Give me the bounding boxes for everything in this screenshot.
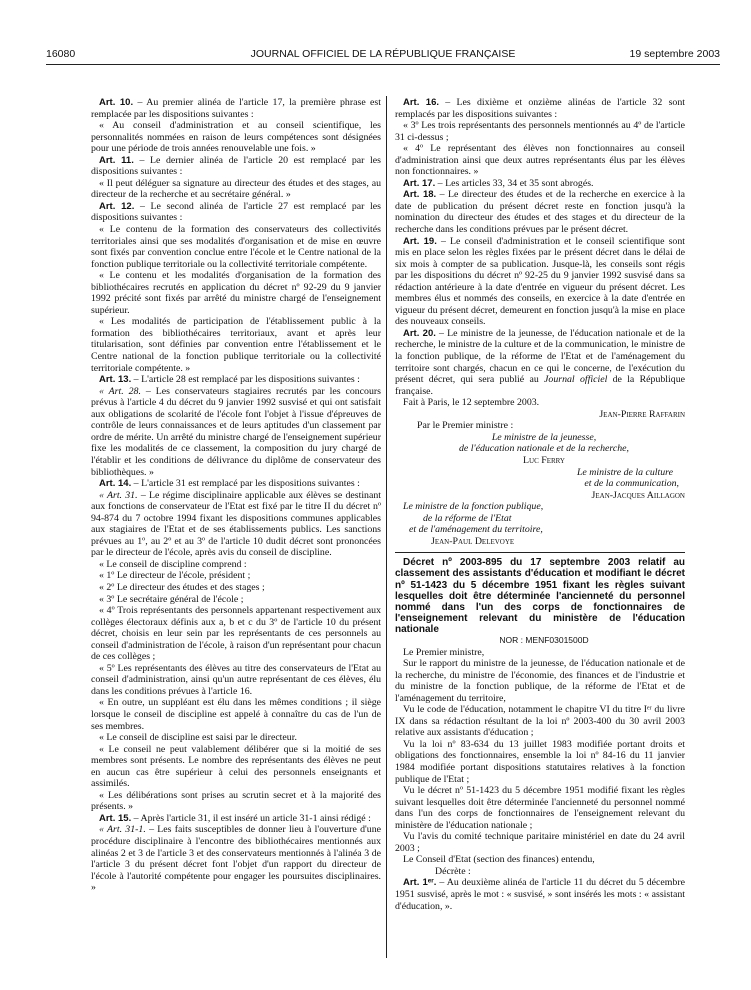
paragraph-text: « Le contenu et les modalités d'organisation de la formation des bibliothécaires recrutés en application du décret nº 92-29 du 9 janvier 1992 précité sont fixés par arrêté du ministre chargé de l'enseignement supérieur. bbox=[91, 270, 381, 316]
paragraph bbox=[91, 582, 381, 594]
paragraph-text: « 3º Le secrétaire général de l'école ; bbox=[99, 593, 244, 605]
paragraph bbox=[91, 605, 381, 663]
article-label: Art. 15. bbox=[99, 812, 132, 824]
journal-title: JOURNAL OFFICIEL DE LA RÉPUBLIQUE FRANÇAISE bbox=[250, 48, 516, 60]
paragraph bbox=[91, 790, 381, 813]
decree-paragraph: Vu la loi nº 83-634 du 13 juillet 1983 modifiée portant droits et obligations des fonctionnaires, ensemble la loi nº 84-16 du 11 janvier 1984 modifiée portant dispositions statutaires relatives à la fonction publique de l'Etat ; bbox=[395, 738, 685, 785]
paragraph-text: – L'article 28 est remplacé par les dispositions suivantes : bbox=[131, 374, 360, 386]
by-pm: Par le Premier ministre : bbox=[417, 420, 514, 432]
paragraph-text: « 4º Trois représentants des personnels appartenant respectivement aux collèges électoraux définis aux a, b et c du 3º de l'article 10 du présent décret, choisis en leur sein par les représentants de ces personnels au conseil d'administration de l'école, à raison d'un représentant pour chacun de ces collèges ; bbox=[91, 605, 381, 663]
paragraph-text: – Les articles 33, 34 et 35 sont abrogés. bbox=[435, 177, 594, 189]
article-label: Art. 17. bbox=[403, 177, 436, 189]
paragraph-text: de la République française. bbox=[395, 374, 685, 397]
paragraph-text: – L'article 31 est remplacé par les dispositions suivantes : bbox=[131, 478, 360, 490]
page-number: 16080 bbox=[46, 48, 76, 60]
paragraph bbox=[395, 97, 685, 120]
decree-separator bbox=[395, 552, 685, 553]
min-fp-name: Jean-Paul Delevoye bbox=[431, 535, 515, 547]
paragraph-text: « Il peut déléguer sa signature au directeur des études et des stages, au directeur de la recherche et au secrétaire général. » bbox=[91, 177, 381, 201]
decree-paragraph: Vu l'avis du comité technique paritaire ministériel en date du 24 avril 2003 ; bbox=[395, 831, 685, 854]
paragraph bbox=[395, 120, 685, 143]
decree-paragraph: Le Premier ministre, bbox=[403, 646, 485, 658]
decree-paragraph: Vu le code de l'éducation, notamment le chapitre VI du titre Iᵉʳ du livre IX dans sa rédaction résultant de la loi nº 2003-400 du 30 avril 2003 relative aux assistants d'éducation ; bbox=[395, 704, 685, 739]
paragraph-text: – Après l'article 31, il est inséré un article 31-1 ainsi rédigé : bbox=[131, 812, 371, 824]
decree-paragraph: Sur le rapport du ministre de la jeunesse, de l'éducation nationale et de la recherche, du ministre de l'économie, des finances et de l'industrie et du ministre de la fonction publique, de la réforme de l'Etat et de l'aménagement du territoire, bbox=[395, 658, 685, 704]
min-educ-line2: de l'éducation nationale et de la recherche, bbox=[458, 443, 630, 455]
min-cult-line1: Le ministre de la culture bbox=[576, 466, 673, 478]
paragraph-text: – Les conservateurs stagiaires recrutés par les concours prévus à l'article 4 du décret du 9 janvier 1992 susvisé et qui ont satisfait aux obligations de scolarité de l'école font l'objet à l'issue d'épreuves de contrôle de leurs connaissances et de leurs aptitudes d'un classement par ordre de mérite. Un arrêté du ministre chargé de l'enseignement supérieur fixe les modalités de ce classement, la composition du jury chargé de l'établir et les conditions de délivrance du diplôme de conservateur des bibliothèques. » bbox=[91, 385, 381, 478]
right-column-articles bbox=[395, 97, 685, 397]
paragraph-text: « En outre, un suppléant est élu dans les mêmes conditions ; il siège lorsque le conseil de discipline est appelé à connaître du cas de l'un de ses membres. bbox=[91, 697, 381, 732]
issue-date: 19 septembre 2003 bbox=[629, 48, 720, 60]
paragraph-text: – Le directeur des études et de la recherche en exercice à la date de publication du présent décret reste en fonction jusqu'à la nomination du directeur des études et des stages et du directeur de la recherche dans les conditions prévues par le présent décret. bbox=[395, 189, 685, 236]
paragraph bbox=[91, 490, 381, 559]
paragraph bbox=[91, 744, 381, 790]
article-label: Art. 12. bbox=[99, 200, 135, 212]
paragraph bbox=[91, 386, 381, 478]
paragraph bbox=[91, 224, 381, 270]
done-at: Fait à Paris, le 12 septembre 2003. bbox=[403, 397, 540, 409]
paragraph-text: – Le dernier alinéa de l'article 20 est remplacé par les dispositions suivantes : bbox=[91, 154, 381, 178]
decree-title: Décret nº 2003-895 du 17 septembre 2003 relatif au classement des assistants d'éducation et modifiant le décret nº 51-1423 du 5 décembre 1951 fixant les règles suivant lesquelles doit être déterminée l'ancienneté du personnel nommé dans l'un des corps de fonctionnaires de l'enseignement relevant du ministère de l'éducation nationale bbox=[395, 557, 685, 635]
paragraph bbox=[91, 155, 381, 178]
paragraph bbox=[91, 478, 381, 490]
article-label: Art. 19. bbox=[403, 235, 437, 247]
paragraph-text: « 2º Le directeur des études et des stages ; bbox=[99, 581, 265, 593]
paragraph bbox=[395, 143, 685, 178]
paragraph bbox=[91, 697, 381, 732]
article-quote-label: « Art. 31. bbox=[99, 489, 138, 501]
paragraph-text: « Le contenu de la formation des conservateurs des collectivités territoriales ainsi que ses modalités d'organisation et de mise en œuvre sont fixés par convention conclue entre l'école et le Centre national de la fonction publique territoriale ou la collectivité territoriale compétente. bbox=[91, 224, 381, 270]
journal-name: Journal officiel bbox=[544, 374, 608, 386]
article-label: Art. 13. bbox=[99, 374, 132, 386]
paragraph bbox=[91, 824, 381, 893]
nor-reference: NOR : MENF0301500D bbox=[499, 634, 589, 645]
pm-signature: Jean-Pierre Raffarin bbox=[599, 408, 685, 420]
paragraph bbox=[91, 570, 381, 582]
article-label: Art. 16. bbox=[403, 97, 440, 108]
paragraph bbox=[91, 559, 381, 571]
paragraph bbox=[91, 594, 381, 606]
min-cult-line2: et de la communication, bbox=[584, 478, 679, 490]
paragraph-text: – Le conseil d'administration et le conseil scientifique sont mis en place selon les règles fixées par le présent décret dans le délai de six mois à compter de sa publication. Jusque-là, les conseils sont régis par les dispositions du décret nº 92-25 du 9 janvier 1992 susvisé dans sa rédaction antérieure à la date d'entrée en vigueur du présent décret. Les membres élus et nommés des conseils, en exercice à la date d'entrée en vigueur du présent décret, demeurent en fonction jusqu'à la mise en place des nouveaux conseils. bbox=[395, 235, 685, 328]
paragraph bbox=[91, 97, 381, 120]
article-label: Art. 1ᵉʳ. bbox=[403, 877, 437, 889]
paragraph bbox=[395, 189, 685, 235]
paragraph bbox=[91, 270, 381, 316]
article-quote-label: « Art. 28. bbox=[99, 385, 141, 397]
min-educ-line1: Le ministre de la jeunesse, bbox=[491, 431, 597, 443]
article-label: Art. 11. bbox=[99, 154, 134, 166]
decree-paragraph: Le Conseil d'Etat (section des finances) entendu, bbox=[403, 854, 595, 866]
min-cult-name: Jean-Jacques Aillagon bbox=[591, 489, 685, 501]
paragraph bbox=[395, 178, 685, 190]
paragraph-text: « 1º Le directeur de l'école, président ; bbox=[99, 570, 251, 582]
paragraph bbox=[395, 328, 685, 397]
paragraph-text: « Le conseil de discipline est saisi par le directeur. bbox=[99, 732, 297, 744]
paragraph-text: – Le ministre de la jeunesse, de l'éducation nationale et de la recherche, le ministre de la culture et de la communication, le ministre de la fonction publique, de la réforme de l'Etat et de l'aménagement du territoire sont chargés, chacun en ce qui le concerne, de l'exécution du présent décret, qui sera publié au bbox=[395, 327, 685, 386]
paragraph-text: – Le second alinéa de l'article 27 est remplacé par les dispositions suivantes : bbox=[91, 200, 381, 224]
article-label: Art. 10. bbox=[99, 97, 134, 108]
paragraph bbox=[91, 178, 381, 201]
decree-paragraph: Décrète : bbox=[435, 865, 471, 877]
paragraph-text: « Le conseil de discipline comprend : bbox=[99, 558, 247, 570]
decree-article-1 bbox=[395, 877, 685, 912]
min-fp-line2: de la réforme de l'Etat bbox=[423, 512, 512, 524]
paragraph bbox=[91, 201, 381, 224]
paragraph-text: – Le régime disciplinaire applicable aux élèves se destinant aux fonctions de conservateur de l'Etat est fixé par le titre II du décret nº 94-874 du 7 octobre 1994 fixant les dispositions communes applicables aux stagiaires de l'Etat et de ses établissements publics. Les sanctions prévues au 1º, au 2º et au 3º de l'article 10 dudit décret sont prononcées par le directeur de l'école, après avis du conseil de discipline. bbox=[91, 489, 382, 559]
left-column bbox=[91, 97, 381, 894]
paragraph bbox=[91, 374, 381, 386]
paragraph-text: – Les dixième et onzième alinéas de l'article 32 sont remplacés par les dispositions suivantes : bbox=[395, 97, 686, 120]
paragraph bbox=[91, 316, 381, 374]
article-label: Art. 20. bbox=[403, 327, 436, 339]
column-divider bbox=[386, 96, 387, 958]
paragraph bbox=[91, 813, 381, 825]
paragraph-text: « Les délibérations sont prises au scrutin secret et à la majorité des présents. » bbox=[91, 789, 381, 813]
min-fp-line1: Le ministre de la fonction publique, bbox=[403, 501, 544, 513]
article-quote-label: « Art. 31-1. bbox=[99, 824, 146, 836]
article-label: Art. 18. bbox=[403, 189, 437, 201]
paragraph-text: – Au premier alinéa de l'article 17, la première phrase est remplacée par les dispositions suivantes : bbox=[91, 97, 381, 120]
paragraph-text: « Le conseil ne peut valablement délibérer que si la moitié de ses membres sont présents. Le nombre des représentants des élèves ne peut en aucun cas être supérieur à celui des personnels enseignants et assimilés. bbox=[91, 743, 381, 790]
decree-body bbox=[395, 647, 685, 878]
header-rule bbox=[46, 64, 720, 65]
min-fp-line3: et de l'aménagement du territoire, bbox=[409, 524, 543, 536]
paragraph bbox=[395, 236, 685, 328]
article-text: – Au deuxième alinéa de l'article 11 du décret du 5 décembre 1951 susvisé, après le mot : « susvisé, » sont insérés les mots : « assistant d'éducation, ». bbox=[395, 877, 686, 912]
paragraph bbox=[91, 120, 381, 155]
paragraph-text: « 5º Les représentants des élèves au titre des conservateurs de l'Etat au conseil d'administration, ainsi qu'un autre représentant de ces élèves, élu dans les conditions prévues à l'article 16. bbox=[91, 662, 381, 697]
decree-paragraph: Vu le décret nº 51-1423 du 5 décembre 1951 modifié fixant les règles suivant lesquelles doit être déterminée l'ancienneté du personnel nommé dans l'un des corps de fonctionnaires de l'enseignement relevant du ministère de l'éducation nationale ; bbox=[395, 785, 685, 831]
right-column bbox=[395, 97, 685, 912]
paragraph bbox=[91, 663, 381, 698]
page-header bbox=[46, 48, 720, 62]
paragraph-text: « 3º Les trois représentants des personnels mentionnés au 4º de l'article 31 ci-dessus ; bbox=[395, 120, 685, 143]
paragraph-text: « Les modalités de participation de l'établissement public à la formation des bibliothécaires territoriaux, avant et après leur titularisation, sont définies par convention entre l'établissement et le Centre national de la fonction publique territoriale ou la collectivité territoriale compétente. » bbox=[91, 316, 381, 374]
paragraph-text: – Les faits susceptibles de donner lieu à l'ouverture d'une procédure disciplinaire à l'encontre des bibliothécaires mentionnés aux alinéas 2 et 3 de l'article 3 et des conservateurs mentionnés à l'alinéa 3 de l'article 3 du présent décret font l'objet d'un rapport du directeur de l'école à l'autorité compétente pour engager les poursuites disciplinaires. » bbox=[91, 824, 382, 894]
paragraph bbox=[91, 732, 381, 744]
paragraph-text: « 4º Le représentant des élèves non fonctionnaires au conseil d'administration ainsi que deux autres représentants élus par les élèves non fonctionnaires. » bbox=[395, 143, 685, 178]
paragraph-text: « Au conseil d'administration et au conseil scientifique, les personnalités nommées en raison de leurs compétences sont désignées pour une période de trois années renouvelable une fois. » bbox=[91, 120, 381, 155]
article-label: Art. 14. bbox=[99, 478, 132, 490]
min-educ-name: Luc Ferry bbox=[523, 454, 565, 466]
